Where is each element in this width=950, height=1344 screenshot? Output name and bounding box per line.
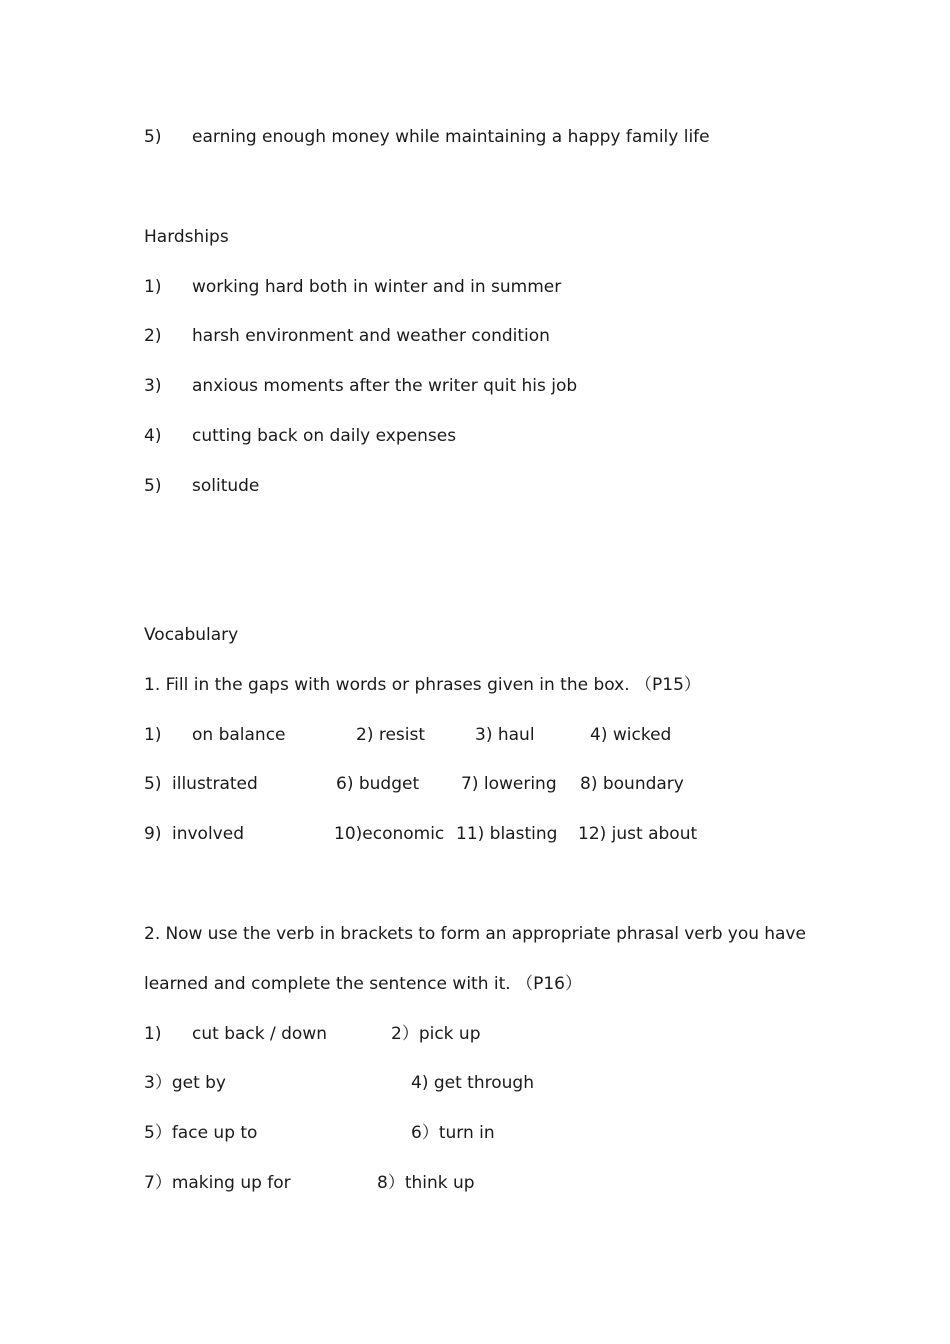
instruction-word: form xyxy=(440,924,481,944)
instruction-word: an xyxy=(485,924,507,944)
answer-item: 6）turn in xyxy=(411,1123,495,1143)
list-number: 1) xyxy=(144,277,162,297)
instruction-word: 2. xyxy=(144,924,161,944)
answer-item: illustrated xyxy=(172,774,258,794)
list-number: 2) xyxy=(144,326,162,346)
instruction-word: to xyxy=(418,924,436,944)
answer-item: 3) haul xyxy=(475,725,535,745)
answer-item: 1) xyxy=(144,725,162,745)
answer-item: 8) boundary xyxy=(580,774,684,794)
answer-item: cut back / down xyxy=(192,1024,327,1044)
instruction-word: appropriate xyxy=(511,924,611,944)
list-number: 3) xyxy=(144,376,162,396)
instruction-word: Now xyxy=(165,924,203,944)
answer-item: 11) blasting xyxy=(456,824,558,844)
answer-item: 4) wicked xyxy=(590,725,672,745)
section-heading-vocabulary: Vocabulary xyxy=(144,625,239,645)
answer-item: 10)economic xyxy=(334,824,445,844)
list-number: 4) xyxy=(144,426,162,446)
exercise-instruction: 1. Fill in the gaps with words or phrases given in the box. （P15） xyxy=(144,675,701,695)
instruction-word: verb xyxy=(684,924,723,944)
answer-item: on balance xyxy=(192,725,286,745)
answer-item: 2）pick up xyxy=(391,1024,481,1044)
exercise-instruction-line: learned and complete the sentence with it. （P16） xyxy=(144,974,582,994)
list-text: earning enough money while maintaining a happy family life xyxy=(192,127,710,147)
instruction-word: brackets xyxy=(340,924,414,944)
list-number: 5) xyxy=(144,127,162,147)
answer-item: 7）making up for xyxy=(144,1173,291,1193)
answer-item: 8）think up xyxy=(377,1173,475,1193)
list-number: 5) xyxy=(144,476,162,496)
answer-item: 3）get by xyxy=(144,1073,226,1093)
exercise-instruction-line xyxy=(144,924,806,944)
list-text: anxious moments after the writer quit his job xyxy=(192,376,578,396)
answer-item: 5) xyxy=(144,774,162,794)
answer-item: involved xyxy=(172,824,244,844)
instruction-word: verb xyxy=(276,924,315,944)
instruction-word: use xyxy=(207,924,238,944)
list-text: cutting back on daily expenses xyxy=(192,426,457,446)
answer-item: 9) xyxy=(144,824,162,844)
answer-item: 1) xyxy=(144,1024,162,1044)
instruction-word: have xyxy=(764,924,806,944)
answer-item: 2) resist xyxy=(356,725,426,745)
instruction-word: in xyxy=(319,924,336,944)
list-text: solitude xyxy=(192,476,260,496)
answer-item: 7) lowering xyxy=(461,774,557,794)
instruction-word: the xyxy=(242,924,271,944)
instruction-word: you xyxy=(727,924,760,944)
answer-item: 6) budget xyxy=(336,774,420,794)
list-text: harsh environment and weather condition xyxy=(192,326,550,346)
answer-item: 4) get through xyxy=(411,1073,534,1093)
instruction-word: phrasal xyxy=(616,924,680,944)
answer-item: 5）face up to xyxy=(144,1123,258,1143)
section-heading-hardships: Hardships xyxy=(144,227,229,247)
answer-item: 12) just about xyxy=(578,824,698,844)
list-text: working hard both in winter and in summer xyxy=(192,277,562,297)
